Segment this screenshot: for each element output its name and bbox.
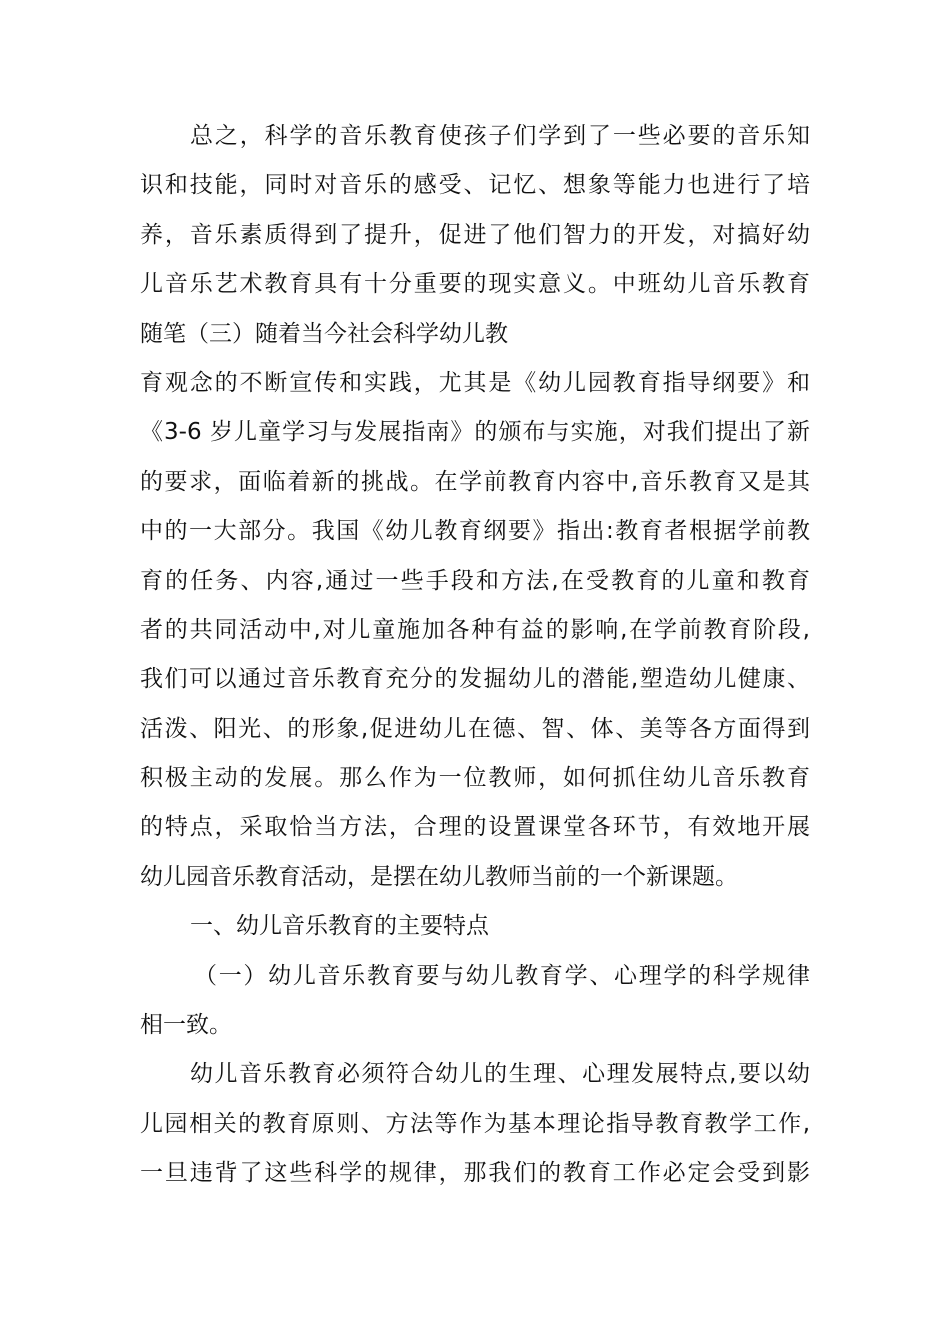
text-line: 一旦违背了这些科学的规律，那我们的教育工作必定会受到影 xyxy=(140,1160,810,1187)
text-line: 养，音乐素质得到了提升，促进了他们智力的开发，对搞好幼 xyxy=(140,221,810,248)
text-line: 相一致。 xyxy=(140,1012,232,1039)
text-line: 中的一大部分。我国《幼儿教育纲要》指出:教育者根据学前教 xyxy=(140,518,810,545)
text-line: 育的任务、内容,通过一些手段和方法,在受教育的儿童和教育 xyxy=(140,567,810,594)
text-line: 幼儿园音乐教育活动，是摆在幼儿教师当前的一个新课题。 xyxy=(140,863,738,890)
text-line: 《3-6 岁儿童学习与发展指南》的颁布与实施，对我们提出了新 xyxy=(140,419,810,446)
text-line: 活泼、阳光、的形象,促进幼儿在德、智、体、美等各方面得到 xyxy=(140,715,810,742)
text-line: 者的共同活动中,对儿童施加各种有益的影响,在学前教育阶段, xyxy=(140,616,810,643)
text-line: 幼儿音乐教育必须符合幼儿的生理、心理发展特点,要以幼 xyxy=(190,1061,810,1088)
text-line: 儿音乐艺术教育具有十分重要的现实意义。中班幼儿音乐教育 xyxy=(140,271,810,298)
text-line: 育观念的不断宣传和实践，尤其是《幼儿园教育指导纲要》和 xyxy=(140,369,810,396)
text-line: 的要求，面临着新的挑战。在学前教育内容中,音乐教育又是其 xyxy=(140,468,810,495)
text-line: 总之，科学的音乐教育使孩子们学到了一些必要的音乐知 xyxy=(190,123,810,149)
text-line: 积极主动的发展。那么作为一位教师，如何抓住幼儿音乐教育 xyxy=(140,765,810,792)
text-line: 随笔（三）随着当今社会科学幼儿教 xyxy=(140,320,508,347)
text-line: 我们可以通过音乐教育充分的发掘幼儿的潜能,塑造幼儿健康、 xyxy=(140,666,810,693)
text-line: 儿园相关的教育原则、方法等作为基本理论指导教育教学工作, xyxy=(140,1110,810,1137)
text-line: 识和技能，同时对音乐的感受、记忆、想象等能力也进行了培 xyxy=(140,172,810,199)
section-heading: 一、幼儿音乐教育的主要特点 xyxy=(190,913,489,940)
subsection-heading: （一）幼儿音乐教育要与幼儿教育学、心理学的科学规律 xyxy=(194,962,810,989)
document-body xyxy=(140,112,810,1199)
text-line: 的特点，采取恰当方法，合理的设置课堂各环节，有效地开展 xyxy=(140,814,810,841)
